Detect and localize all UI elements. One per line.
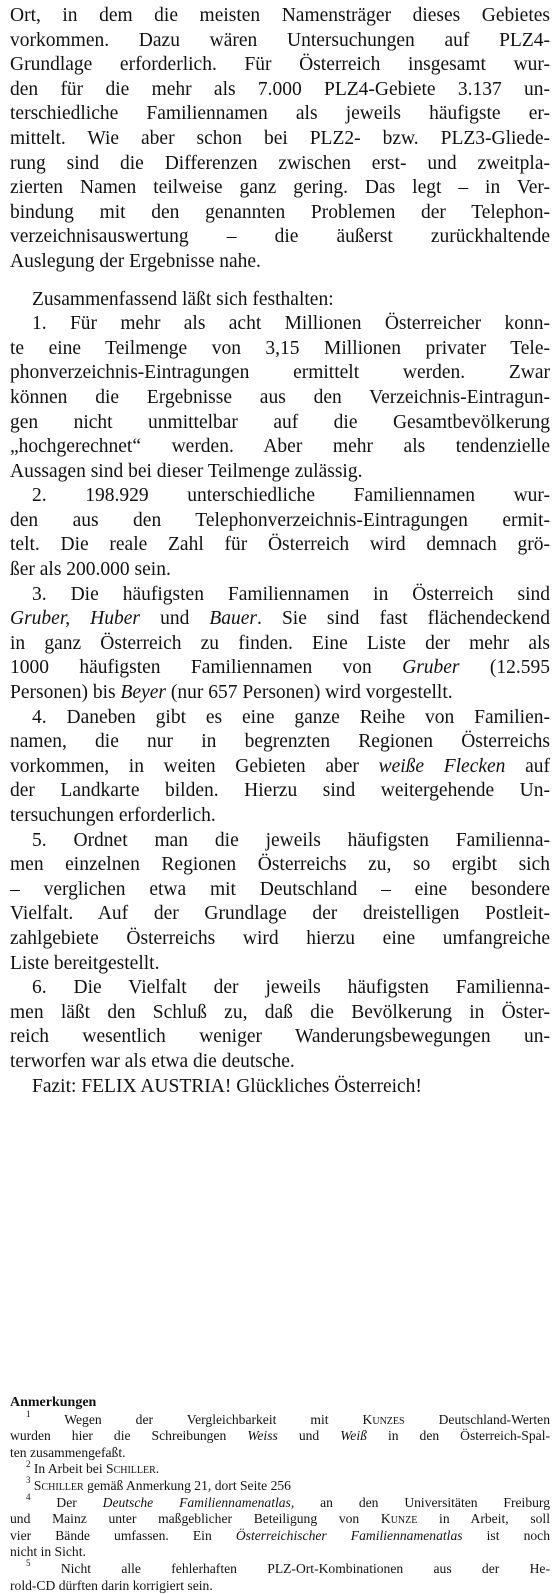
body-text-line: der Landkarte bilden. Hierzu sind weitergehende Un- (10, 780, 550, 802)
body-text-line: können die Ergebnisse aus den Verzeichnis-Eintragun- (10, 386, 550, 408)
body-text-line: Grundlage erforderlich. Für Österreich insgesamt wur- (10, 54, 550, 76)
body-text-line: zierten Namen teilweise ganz gering. Das legt – in Ver- (10, 177, 550, 199)
footnote-line: $^3$ Schiller gemäß Anmerkung 21, dort Seite 256 (26, 1475, 291, 1493)
footnote-line: und Mainz unter maßgeblicher Beteiligung von Kunze in Arbeit, soll (10, 1511, 550, 1527)
body-text-line: vorkommen, in weiten Gebieten aber weiße Flecken auf (10, 755, 550, 777)
body-text-line: verzeichnisauswertung – die äußerst zurückhaltende (10, 226, 550, 248)
body-text-line: phonverzeichnis-Eintragungen ermittelt werden. Zwar (10, 362, 550, 384)
body-text-line: Ort, in dem die meisten Namensträger dieses Gebietes (10, 5, 550, 26)
body-text-line: den für die mehr als 7.000 PLZ4-Gebiete 3.137 un- (10, 78, 550, 100)
footnotes-title: Anmerkungen (10, 1395, 97, 1410)
footnotes-body (10, 1409, 551, 1594)
footnote-line: $^1$ Wegen der Vergleichbarkeit mit Kunzes Deutschland-Werten (26, 1409, 550, 1427)
body-text-line: 1. Für mehr als acht Millionen Österreicher konn- (32, 313, 550, 335)
body-text-line: rung sind die Differenzen zwischen erst- und zweitpla- (10, 152, 550, 174)
body-text-line: reich wesentlich weniger Wanderungsbewegungen un- (10, 1026, 550, 1048)
body-text-line: Liste bereitgestellt. (10, 952, 160, 974)
body-text-line: bindung mit den genannten Problemen der Telephon- (10, 201, 550, 223)
body-text-line: 4. Daneben gibt es eine ganze Reihe von Familien- (32, 706, 550, 728)
body-text-line: „hochgerechnet“ werden. Aber mehr als tendenzielle (10, 436, 550, 458)
body-text-line: Vielfalt. Auf der Grundlage der dreistelligen Postleit- (10, 903, 550, 925)
body-text-line: men einzelnen Regionen Österreichs zu, so ergibt sich (10, 854, 550, 876)
body-text-line: 6. Die Vielfalt der jeweils häufigsten Familienna- (32, 977, 550, 999)
body-text (10, 4, 550, 1099)
footnote-line: $^2$ In Arbeit bei Schiller. (26, 1458, 160, 1477)
body-text-line: namen, die nur in begrenzten Regionen Österreichs (10, 731, 550, 753)
body-text-line: 2. 198.929 unterschiedliche Familiennamen wur- (32, 485, 550, 507)
body-text-line: vorkommen. Dazu wären Untersuchungen auf PLZ4- (10, 29, 550, 51)
body-text-line: 3. Die häufigsten Familiennamen in Österreich sind (32, 583, 550, 605)
body-text-line: men läßt den Schluß zu, daß die Bevölkerung in Öster- (10, 1001, 550, 1023)
footnote-line: $^4$ Der Deutsche Familiennamenatlas, an den Universitäten Freiburg (26, 1492, 550, 1510)
body-text-line: in ganz Österreich zu finden. Eine Liste der mehr als (10, 632, 550, 654)
body-text-line: Auslegung der Ergebnisse nahe. (10, 250, 261, 272)
body-text-line: Personen) bis Beyer (nur 657 Personen) wird vorgestellt. (10, 682, 453, 704)
body-text-line: den aus den Telephonverzeichnis-Eintragungen ermit- (10, 509, 550, 531)
body-text-line: Aussagen sind bei dieser Teilmenge zulässig. (10, 460, 363, 482)
footnotes (10, 1395, 550, 1594)
body-text-line: terschiedliche Familiennamen als jeweils häufigste er- (10, 103, 550, 125)
main-text (10, 4, 550, 1099)
footnote-line: ten zusammengefaßt. (10, 1444, 126, 1460)
footnote-line: $^5$ Nicht alle fehlerhaften PLZ-Ort-Kombinationen aus der He- (26, 1558, 550, 1576)
body-text-line: ßer als 200.000 sein. (10, 559, 171, 581)
body-text-line: tersuchungen erforderlich. (10, 805, 216, 826)
body-text-line: gen nicht unmittelbar auf die Gesamtbevölkerung (10, 411, 550, 433)
body-text-line: – verglichen etwa mit Deutschland – eine besondere (10, 878, 550, 900)
body-text-line: Fazit: FELIX AUSTRIA! Glückliches Österreich! (32, 1075, 422, 1097)
body-text-line: 5. Ordnet man die jeweils häufigsten Familienna- (32, 829, 550, 851)
body-text-line: 1000 häufigsten Familiennamen von Gruber (12.595 (10, 657, 550, 679)
body-text-line: Gruber, Huber und Bauer. Sie sind fast flächendeckend (10, 608, 550, 630)
paragraph-gap (10, 275, 550, 288)
footnote-line: wurden hier die Schreibungen Weiss und Weiß in den Österreich-Spal- (10, 1428, 551, 1444)
body-text-line: Zusammenfassend läßt sich festhalten: (32, 288, 334, 310)
body-text-line: mittelt. Wie aber schon bei PLZ2- bzw. PLZ3-Gliede- (10, 127, 550, 149)
body-text-line: telt. Die reale Zahl für Österreich wird demnach grö- (10, 534, 550, 556)
footnote-line: vier Bände umfassen. Ein Österreichischer Familiennamenatlas ist noch (10, 1527, 550, 1543)
body-text-line: zahlgebiete Österreichs wird hierzu eine umfangreiche (10, 927, 550, 949)
footnote-line: nicht in Sicht. (10, 1544, 86, 1560)
body-text-line: te eine Teilmenge von 3,15 Millionen privater Tele- (10, 337, 550, 359)
footnote-line: rold-CD dürften darin korrigiert sein. (10, 1577, 213, 1593)
body-text-line: terworfen war als etwa die deutsche. (10, 1050, 295, 1072)
